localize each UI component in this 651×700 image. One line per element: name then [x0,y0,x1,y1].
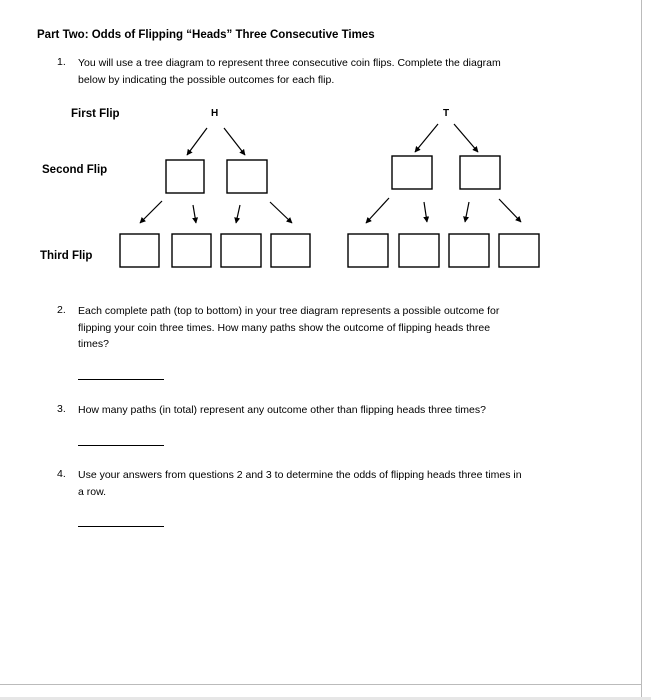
question-4-line-1: Use your answers from questions 2 and 3 to determine the odds of flipping heads three times in [78,469,522,481]
question-2-answer-blank[interactable] [78,379,164,380]
arrow-2-3a [366,198,389,223]
question-3-number: 3. [57,403,66,415]
question-4-answer-blank[interactable] [78,526,164,527]
third-flip-box-7[interactable] [449,234,489,267]
question-1-number: 1. [57,56,66,68]
third-flip-box-5[interactable] [348,234,388,267]
arrow-t-right [454,124,478,152]
arrow-2-2b [270,202,292,223]
third-flip-box-1[interactable] [120,234,159,267]
arrow-2-1b [193,205,196,223]
question-4-text [78,467,598,500]
third-flip-box-8[interactable] [499,234,539,267]
worksheet-title: Part Two: Odds of Flipping “Heads” Three Consecutive Times [37,29,375,41]
question-1-line-1: You will use a tree diagram to represent three consecutive coin flips. Complete the diagram [78,57,501,69]
arrow-2-4a [465,202,469,222]
question-2-line-1: Each complete path (top to bottom) in your tree diagram represents a possible outcome for [78,305,500,317]
second-flip-box-2[interactable] [227,160,267,193]
arrow-2-1a [140,201,162,223]
question-3-line-1: How many paths (in total) represent any outcome other than flipping heads three times? [78,404,486,416]
arrow-2-3b [424,202,427,222]
second-flip-box-3[interactable] [392,156,432,189]
third-flip-box-6[interactable] [399,234,439,267]
third-flip-box-3[interactable] [221,234,261,267]
question-4-number: 4. [57,468,66,480]
second-flip-label: Second Flip [42,164,108,176]
question-3-text [78,402,578,419]
first-flip-label: First Flip [71,108,120,120]
question-4-line-2: a row. [78,485,107,498]
arrow-h-right [224,128,245,155]
third-flip-label: Third Flip [40,250,93,262]
second-flip-box-1[interactable] [166,160,204,193]
root-tails-label: T [443,108,450,119]
question-3-answer-blank[interactable] [78,445,164,446]
third-flip-box-4[interactable] [271,234,310,267]
question-2-number: 2. [57,304,66,316]
question-1-line-2: below by indicating the possible outcomes for each flip. [78,73,335,86]
third-flip-box-2[interactable] [172,234,211,267]
question-2-line-2: flipping your coin three times. How many paths show the outcome of flipping heads three [78,321,491,334]
arrow-t-left [415,124,438,152]
second-flip-box-4[interactable] [460,156,500,189]
arrow-2-4b [499,199,521,222]
root-heads-label: H [211,108,219,119]
question-2-line-3: times? [78,338,109,350]
arrow-2-2a [236,205,240,223]
question-2-text [78,303,578,353]
arrow-h-left [187,128,207,155]
